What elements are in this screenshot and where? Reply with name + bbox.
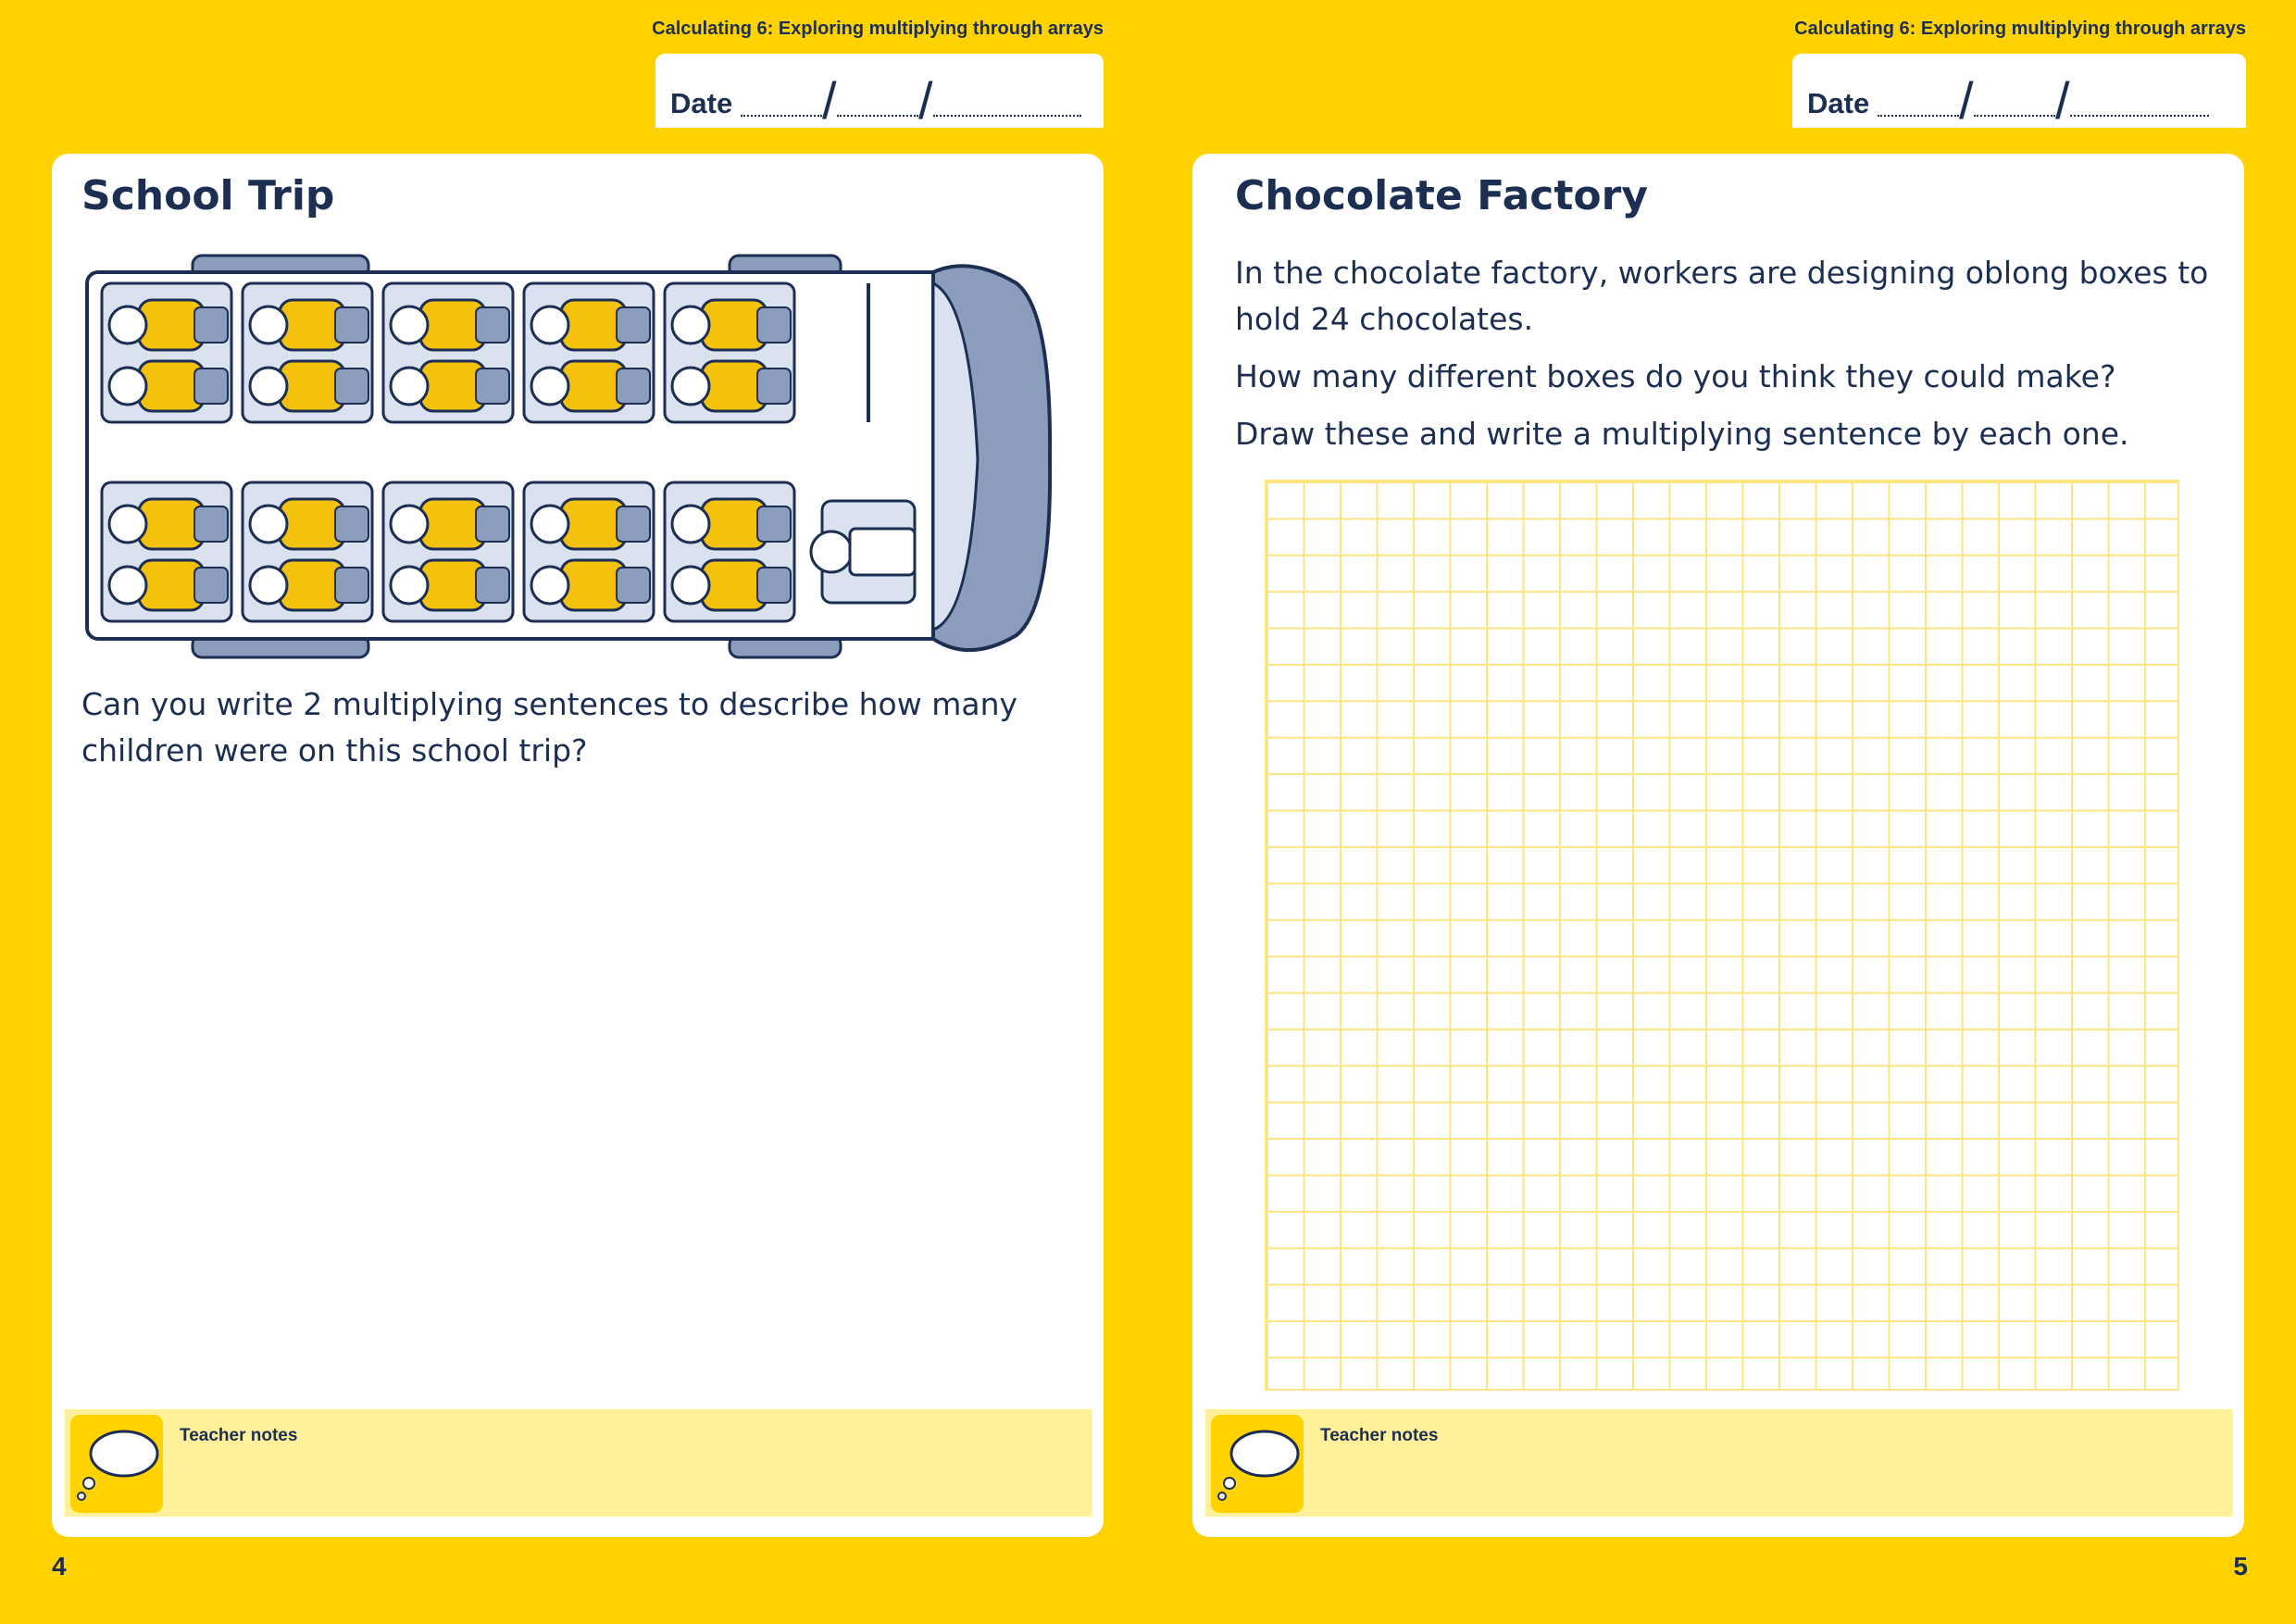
child-legs (617, 506, 650, 542)
child-head (109, 306, 146, 344)
thought-bubble-icon (1211, 1415, 1304, 1513)
thought-bubble-icon (70, 1415, 163, 1513)
page-header: Calculating 6: Exploring multiplying through arrays (1794, 19, 2246, 39)
child-legs (757, 307, 791, 343)
date-slash: / (918, 71, 933, 130)
school-bus-illustration (81, 246, 1063, 672)
date-month-line[interactable] (837, 115, 918, 117)
child-legs (617, 307, 650, 343)
child-legs (194, 369, 228, 404)
activity-card (52, 154, 1104, 1537)
child-legs (757, 369, 791, 404)
date-label: Date (670, 87, 733, 119)
child-head (531, 306, 568, 344)
child-head (391, 306, 428, 344)
child-head (250, 306, 287, 344)
child-legs (335, 506, 368, 542)
child-legs (476, 307, 509, 343)
page-header: Calculating 6: Exploring multiplying through arrays (652, 19, 1104, 39)
child-head (250, 368, 287, 405)
child-head (391, 368, 428, 405)
child-legs (335, 307, 368, 343)
child-legs (757, 568, 791, 603)
date-month-line[interactable] (1974, 115, 2055, 117)
intro-paragraph: In the chocolate factory, workers are designing oblong boxes to hold 24 chocolates. (1235, 255, 2209, 337)
right-page (1148, 0, 2296, 1624)
activity-title: School Trip (81, 172, 335, 219)
child-legs (194, 568, 228, 603)
child-head (250, 506, 287, 543)
child-head (391, 506, 428, 543)
child-head (531, 368, 568, 405)
teacher-notes-panel (1205, 1409, 2233, 1517)
child-legs (757, 506, 791, 542)
child-head (109, 368, 146, 405)
child-head (672, 368, 709, 405)
child-legs (335, 568, 368, 603)
teacher-notes-label: Teacher notes (180, 1426, 298, 1445)
child-head (391, 567, 428, 604)
page-number: 5 (2233, 1552, 2248, 1580)
child-legs (476, 369, 509, 404)
child-legs (335, 369, 368, 404)
date-day-line[interactable] (1878, 115, 1959, 117)
child-head (531, 567, 568, 604)
date-day-line[interactable] (741, 115, 822, 117)
child-head (672, 567, 709, 604)
child-head (109, 506, 146, 543)
child-legs (617, 568, 650, 603)
child-legs (476, 506, 509, 542)
date-box (655, 54, 1104, 128)
date-year-line[interactable] (2070, 115, 2209, 117)
child-head (672, 506, 709, 543)
instruction-paragraph: Draw these and write a multiplying sentence by each one. (1235, 416, 2129, 452)
activity-card (1192, 154, 2244, 1537)
date-slash: / (1959, 71, 1974, 130)
date-slash: / (2055, 71, 2070, 130)
child-head (109, 567, 146, 604)
child-head (531, 506, 568, 543)
teacher-notes-panel (65, 1409, 1092, 1517)
question-paragraph: How many different boxes do you think they could make? (1235, 358, 2116, 394)
question-text: Can you write 2 multiplying sentences to describe how many children were on this school trip? (81, 686, 1018, 768)
squared-grid[interactable] (1265, 480, 2179, 1391)
child-legs (476, 568, 509, 603)
page-number: 4 (52, 1552, 67, 1580)
date-label: Date (1807, 87, 1870, 119)
date-slash: / (822, 71, 837, 130)
activity-title: Chocolate Factory (1235, 172, 1649, 219)
child-head (250, 567, 287, 604)
date-box (1792, 54, 2246, 128)
child-legs (194, 307, 228, 343)
teacher-notes-label: Teacher notes (1320, 1426, 1439, 1445)
child-legs (617, 369, 650, 404)
child-head (672, 306, 709, 344)
child-legs (194, 506, 228, 542)
date-year-line[interactable] (933, 115, 1081, 117)
